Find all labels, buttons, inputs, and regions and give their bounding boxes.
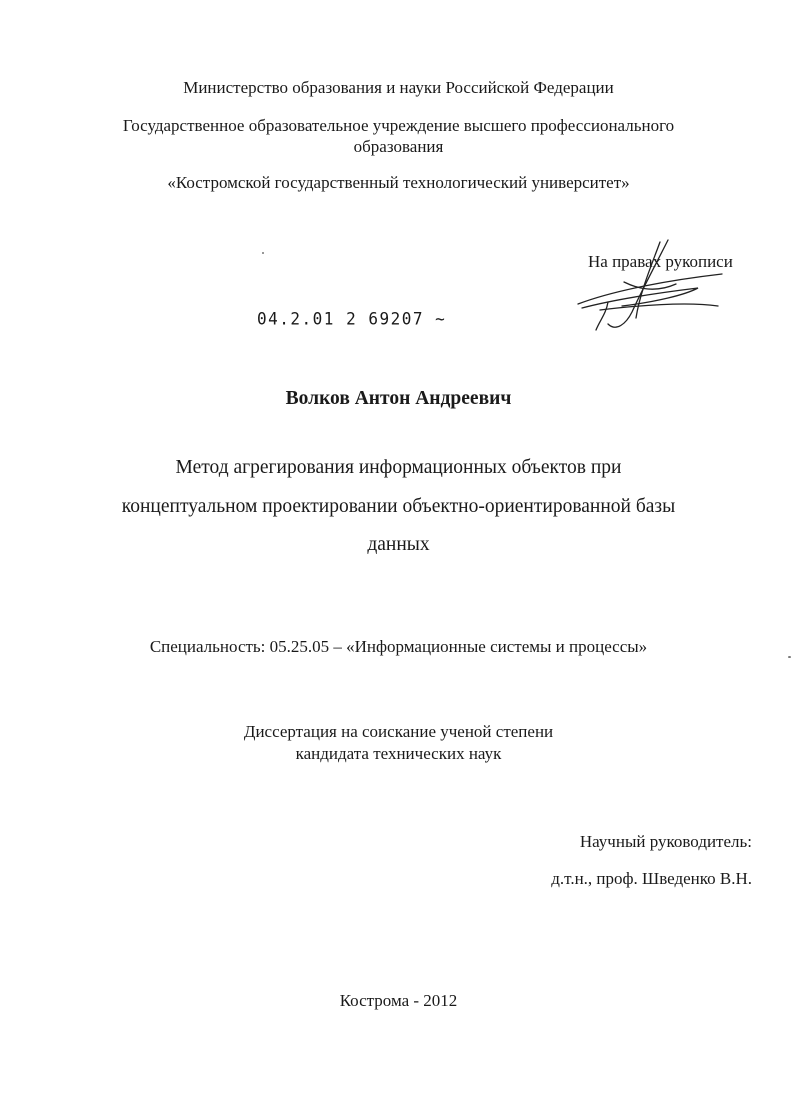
thesis-title-line-3: данных [367,534,430,555]
scan-speck [788,656,791,658]
institution-line-2: образования [353,137,444,156]
institution-line-1: Государственное образовательное учреждение высшего профессионального [122,116,675,135]
advisor-name: д.т.н., проф. Шведенко В.Н. [551,869,752,888]
city-year: Кострома - 2012 [339,991,458,1010]
thesis-title-line-2: концептуальном проектировании объектно-ориентированной базы [121,496,676,517]
author-name: Волков Антон Андреевич [285,388,512,409]
registration-stamp: 04.2.01 2 69207 ~ [257,308,447,329]
thesis-title-line-1: Метод агрегирования информационных объектов при [175,457,622,478]
advisor-label: Научный руководитель: [579,832,752,851]
rights-note: На правах рукописи [588,252,733,271]
scan-speck [262,252,264,254]
signature [560,232,735,342]
ministry-line: Министерство образования и науки Российской Федерации [183,78,614,97]
dissertation-degree-line-1: Диссертация на соискание ученой степени [243,722,554,741]
specialty-line: Специальность: 05.25.05 – «Информационные системы и процессы» [149,637,648,656]
dissertation-degree-line-2: кандидата технических наук [295,744,502,763]
university-line: «Костромской государственный технологический университет» [167,173,630,192]
